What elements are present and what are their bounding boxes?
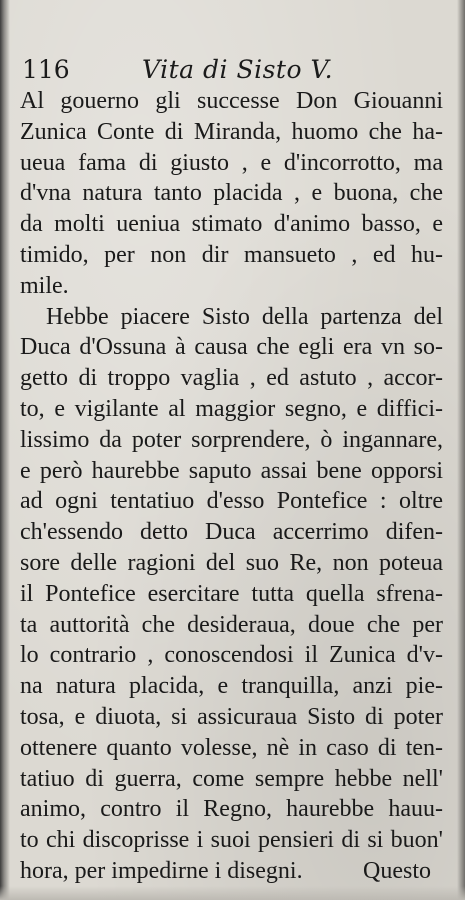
page-right-edge-shadow	[457, 0, 465, 900]
text-line: Al gouerno gli successe Don Giouanni	[20, 88, 443, 114]
text-line: da molti ueniua stimato d'animo basso, e	[20, 211, 443, 238]
text-line: na natura placida, e tranquilla, anzi pie-	[20, 673, 443, 700]
text-line: tosa, e diuota, si assicuraua Sisto di poter	[20, 703, 443, 730]
text-line: d'vna natura tanto placida , e buona, che	[20, 180, 443, 207]
text-line: Duca d'Ossuna à causa che egli era vn so-	[20, 334, 443, 361]
paragraph-start-line: Hebbe piacere Sisto della partenza del	[46, 303, 443, 330]
text-line: lo contrario , conoscendosi il Zunica d'v-	[20, 642, 443, 669]
page-bottom-edge	[0, 886, 465, 900]
text-line: e però haurebbe saputo assai bene opporsi	[20, 457, 443, 484]
page-header	[22, 52, 439, 88]
text-line: tatiuo di guerra, come sempre hebbe nell'	[20, 765, 443, 792]
text-line: il Pontefice esercitare tutta quella sfrena-	[20, 580, 443, 607]
running-title: Vita di Sisto V.	[142, 55, 334, 84]
text-line: animo, contro il Regno, haurebbe hauu-	[20, 796, 443, 823]
text-line: ch'essendo detto Duca accerrimo difen-	[20, 519, 443, 546]
page-number: 116	[22, 55, 70, 84]
text-line: timido, per non dir mansueto , ed hu-	[20, 241, 443, 268]
body-text	[20, 86, 443, 887]
text-line: Zunica Conte di Miranda, huomo che ha-	[20, 118, 443, 145]
text-line: hora, per impedirne i disegni.	[20, 857, 303, 884]
catchword: Questo	[363, 858, 431, 884]
text-line: getto di troppo vaglia , ed astuto , accor-	[20, 365, 443, 392]
text-line: sore delle ragioni del suo Re, non poteua	[20, 549, 443, 576]
text-line: ta auttorità che desideraua, doue che per	[20, 611, 443, 638]
text-line: ottenere quanto volesse, nè in caso di ten-	[20, 734, 443, 761]
page-left-edge-shadow	[0, 0, 10, 900]
text-line: lissimo da poter sorprendere, ò ingannare,	[20, 426, 443, 453]
text-line: to chi discoprisse i suoi pensieri di si buon'	[20, 827, 443, 854]
text-line: to, e vigilante al maggior segno, e diffici-	[20, 395, 443, 422]
text-line: ad ogni tentatiuo d'esso Pontefice : oltre	[20, 488, 443, 515]
text-line: mile.	[20, 272, 69, 299]
text-line: ueua fama di giusto , e d'incorrotto, ma	[20, 149, 443, 176]
